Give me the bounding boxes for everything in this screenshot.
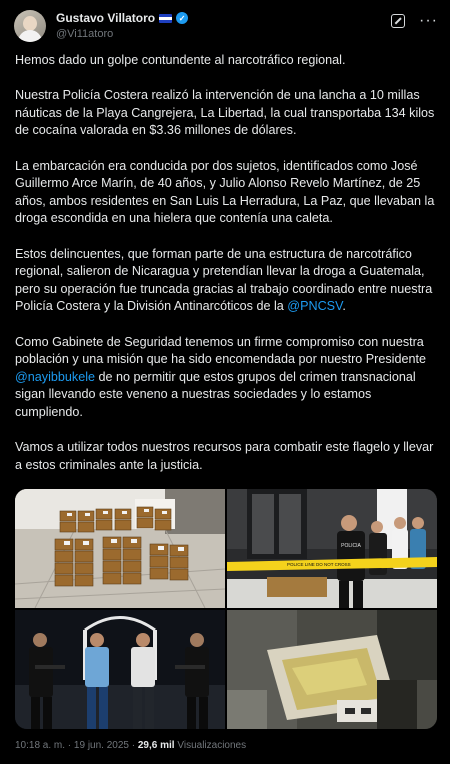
photo-detainees-image — [15, 610, 225, 729]
views-count[interactable]: 29,6 mil — [137, 740, 175, 751]
tweet-paragraph-5-end: de no permitir que estos grupos del crimen transnacional sigan llevando este veneno a nuestras sociedades y lo estamos cumpliendo. — [15, 369, 416, 419]
avatar-face — [23, 16, 37, 31]
header-actions — [391, 14, 438, 28]
more-options-icon[interactable]: ··· — [419, 12, 438, 29]
mention-nayibbukele[interactable]: @nayibbukele — [15, 369, 96, 384]
mention-pncsv[interactable]: @PNCSV — [287, 299, 343, 314]
grok-icon[interactable] — [391, 14, 405, 28]
tweet-header — [14, 8, 438, 44]
photo-cooler-cache[interactable] — [227, 610, 437, 729]
author-display-name[interactable]: Gustavo Villatoro — [56, 11, 156, 25]
author-handle[interactable]: @Vi11atoro — [56, 28, 114, 40]
photo-police-scene-image — [227, 489, 437, 608]
tweet-paragraph-4-end: . — [342, 299, 346, 314]
photo-drug-packages-image — [15, 489, 225, 608]
verified-badge-icon[interactable]: ✓ — [176, 12, 188, 24]
name-row — [56, 11, 188, 25]
tweet-text — [15, 52, 435, 492]
tweet-paragraph-3: La embarcación era conducida por dos sujetos, identificados como José Guillermo Arce Marín, de 40 años, y Julio Alonso Revelo Martínez, de 25 años, ambos residentes en San Luis La Herradura, La Paz, que llevaban la droga escondida en una hielera que contenía una caleta. — [15, 158, 435, 226]
tweet-paragraph-2: Nuestra Policía Costera realizó la intervención de una lancha a 10 millas náuticas de la Playa Cangrejera, La Libertad, la cual transportaba 134 kilos de cocaína valorada en $3.36 millones de dólares. — [15, 88, 435, 138]
vest-label: POLICIA — [341, 543, 361, 549]
tweet-meta — [15, 740, 246, 751]
tweet-paragraph-4 — [15, 246, 435, 316]
meta-separator: · — [128, 740, 138, 751]
media-grid — [15, 489, 437, 729]
avatar[interactable] — [14, 10, 46, 42]
tweet-paragraph-5-text: Como Gabinete de Seguridad tenemos un firme compromiso con nuestra población y una misión que ha sido encomendada por nuestro Presidente — [15, 334, 426, 367]
tweet-paragraph-1: Hemos dado un golpe contundente al narcotráfico regional. — [15, 53, 346, 67]
photo-police-scene[interactable] — [227, 489, 437, 608]
police-tape-text: POLICE LINE DO NOT CROSS — [287, 562, 351, 567]
photo-detainees[interactable] — [15, 610, 225, 729]
tweet-date[interactable]: 19 jun. 2025 — [73, 740, 129, 751]
meta-separator: · — [65, 740, 74, 751]
tweet-paragraph-4-text: Estos delincuentes, que forman parte de una estructura de narcotráfico regional, salieron de Nicaragua y pretendían llevar la droga a Guatemala, pero su operación fue truncada gracias al trabajo coordinado entre nuestra Policía Costera y la División Antinarcóticos de la — [15, 246, 433, 314]
tweet-time[interactable]: 10:18 a. m. — [15, 740, 66, 751]
photo-drug-packages[interactable] — [15, 489, 225, 608]
el-salvador-flag-icon — [159, 14, 172, 23]
tweet-paragraph-6: Vamos a utilizar todos nuestros recursos para combatir este flagelo y llevar a estos criminales ante la justicia. — [15, 440, 434, 472]
views-label: Visualizaciones — [174, 740, 247, 751]
tweet-paragraph-5 — [15, 334, 435, 422]
photo-cooler-cache-image — [227, 610, 437, 729]
avatar-shoulders — [18, 30, 42, 42]
